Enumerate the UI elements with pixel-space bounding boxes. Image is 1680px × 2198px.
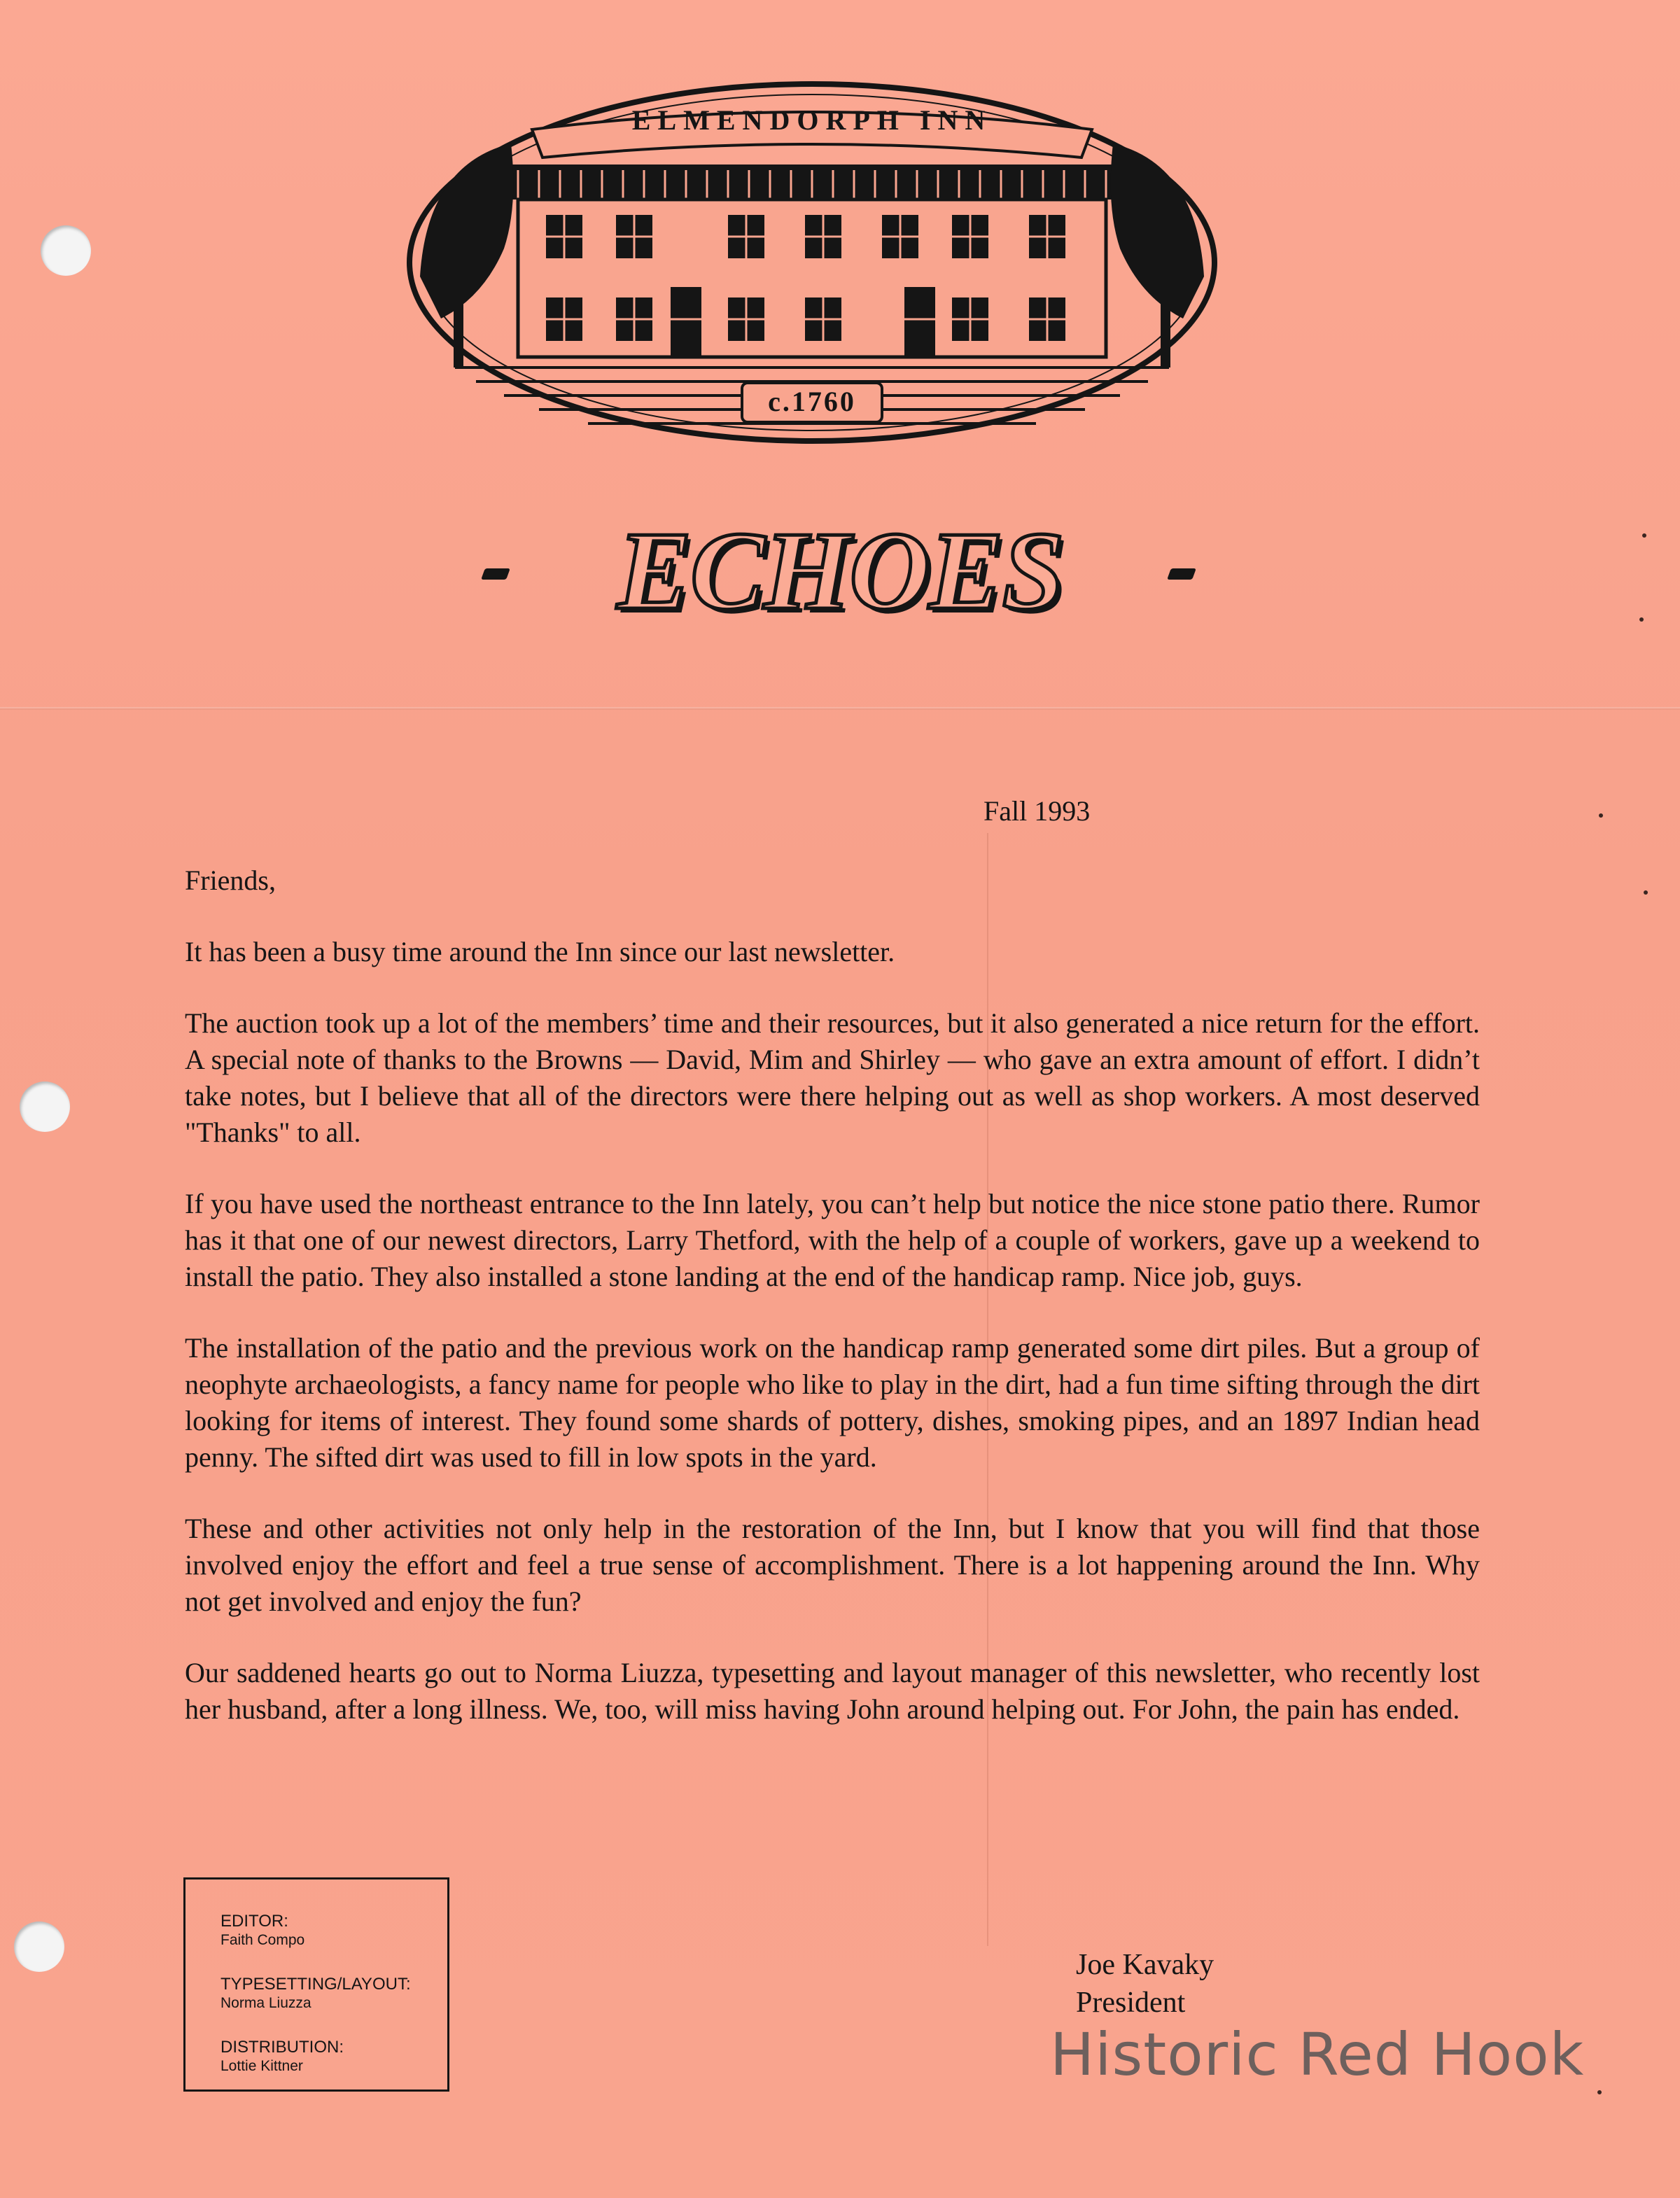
signer-title: President [1076, 1987, 1186, 2019]
edge-speck [1642, 533, 1646, 538]
paragraph: If you have used the northeast entrance to the Inn lately, you can’t help but notice the nice stone patio there. Rumor has it that one of our newest directors, Larry Thetford, with the help of a couple of workers, gave up a weekend to install the patio. They also installed a stone landing at the end of the handicap ramp. Nice job, guys. [185, 1188, 1480, 1292]
paragraph: The installation of the patio and the previous work on the handicap ramp generated some dirt piles. But a group of neophyte archaeologists, a fancy name for people who like to play in the dirt, had a fun time sifting through the dirt looking for items of interest. They found some shards of pottery, dishes, smoking pipes, and an 1897 Indian head penny. The sifted dirt was used to fill in low spots in the yard. [185, 1332, 1480, 1473]
salutation: Friends, [185, 864, 276, 896]
credit-name: Faith Compo [220, 1932, 305, 1948]
inn-logo [399, 66, 1225, 458]
edge-speck [1639, 617, 1644, 622]
signer-name: Joe Kavaky [1076, 1949, 1214, 1981]
signature-block [1076, 1946, 1214, 2022]
paragraph: It has been a busy time around the Inn since our last newsletter. [185, 936, 895, 967]
credit-editor [220, 1912, 304, 1949]
archive-watermark: Historic Red Hook [1050, 2020, 1585, 2089]
credit-typesetting [220, 1975, 411, 2012]
credit-name: Lottie Kittner [220, 2058, 303, 2074]
inn-name: ELMENDORPH INN [631, 104, 993, 136]
edge-speck [1599, 813, 1603, 818]
masthead [462, 504, 1218, 644]
inn-founding-year: c.1760 [768, 386, 856, 417]
paragraph: Our saddened hearts go out to Norma Liuzza, typesetting and layout manager of this newsletter, who recently lost her husband, after a long illness. We, too, will miss having John around helping out. For John, the pain has ended. [185, 1657, 1480, 1725]
credit-role: DISTRIBUTION: [220, 2038, 344, 2057]
issue-date: Fall 1993 [983, 795, 1091, 827]
punch-hole-bottom [14, 1921, 64, 1972]
title-dash-left [481, 568, 510, 580]
title-dash-right [1167, 568, 1196, 580]
punch-hole-middle [20, 1082, 70, 1132]
staff-credits-box [183, 1877, 449, 2092]
credit-name: Norma Liuzza [220, 1995, 312, 2011]
credit-role: EDITOR: [220, 1912, 288, 1931]
credit-role: TYPESETTING/LAYOUT: [220, 1975, 411, 1994]
letter-body [185, 862, 1480, 1763]
credit-distribution [220, 2038, 344, 2076]
edge-speck [1597, 2090, 1602, 2094]
edge-speck [1644, 890, 1648, 895]
paragraph: The auction took up a lot of the members’ time and their resources, but it also generated a nice return for the effort. A special note of thanks to the Browns — David, Mim and Shirley — who gave an extra amount of effort. I didn’t take notes, but I believe that all of the directors were there helping out as well as shop workers. A most deserved "Thanks" to all. [185, 1007, 1480, 1148]
paragraph: These and other activities not only help in the restoration of the Inn, but I know that you will find that those involved enjoy the effort and feel a true sense of accomplishment. There is a lot happening around the Inn. Why not get involved and enjoy the fun? [185, 1513, 1480, 1617]
punch-hole-top [41, 225, 91, 276]
paper-fold-horizontal [0, 707, 1680, 710]
newsletter-title: ECHOES [617, 508, 1063, 633]
